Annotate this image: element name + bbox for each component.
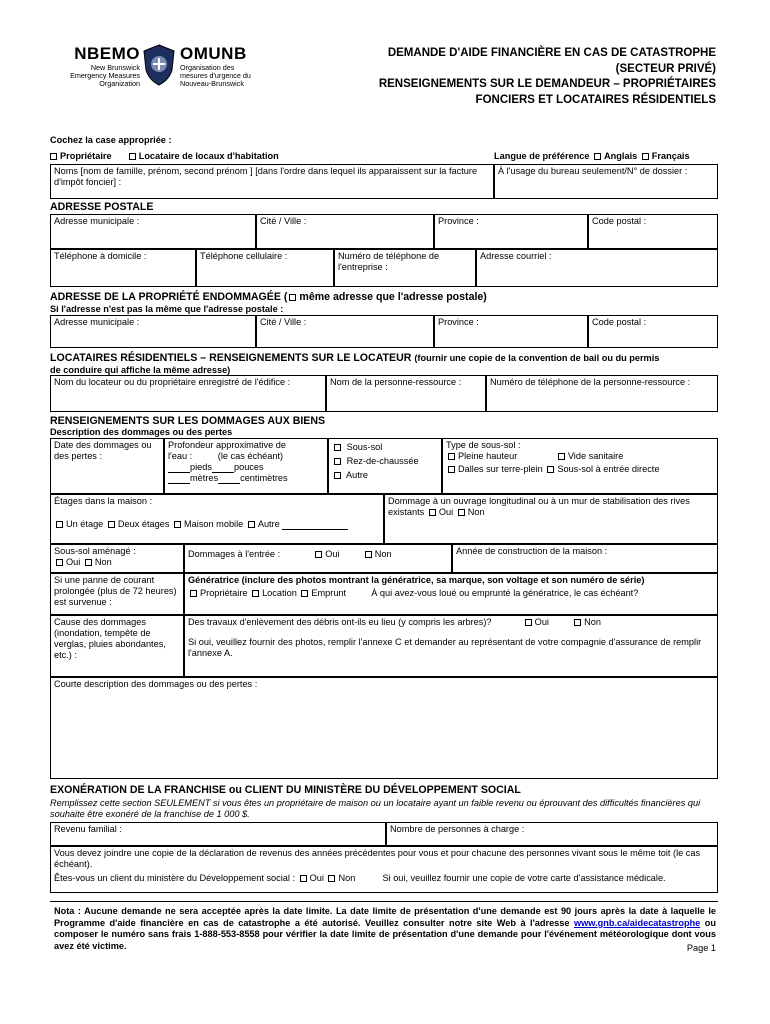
home-phone-field[interactable]: [50, 249, 196, 287]
family-income-label: Revenu familial :: [54, 824, 122, 834]
logo-right-sub-3: Nouveau-Brunswick: [180, 78, 244, 88]
other-floor-checkbox[interactable]: [248, 521, 255, 528]
postal-city-field[interactable]: [256, 214, 434, 249]
feet-label: pieds: [190, 462, 212, 473]
applicant-type-row: [48, 151, 279, 162]
full-height-checkbox[interactable]: [448, 453, 455, 460]
meters-label: mètres: [190, 473, 219, 484]
retaining-wall-no-checkbox[interactable]: [458, 509, 465, 516]
owner-label: Propriétaire: [60, 151, 112, 161]
tax-note-box: [50, 846, 718, 893]
tenant-label: Locataire de locaux d'habitation: [138, 151, 279, 161]
landlord-name-field[interactable]: [50, 375, 326, 412]
landlord-title: [50, 352, 730, 365]
retaining-wall-no-label: Non: [467, 507, 485, 518]
debris-yes-checkbox[interactable]: [525, 619, 532, 626]
landlord-title-note: (fournir une copie de la convention de bail ou du permis: [414, 353, 660, 363]
walkout-checkbox[interactable]: [547, 466, 554, 473]
floors-label: Étages dans la maison :: [54, 496, 153, 506]
finished-basement-no-label: Non: [94, 557, 112, 568]
dependents-field[interactable]: [386, 822, 718, 846]
generator-owner-checkbox[interactable]: [190, 590, 197, 597]
depth-line-2: l'eau : (le cas échéant): [168, 451, 284, 462]
omunb-logo: [180, 44, 280, 87]
crawl-space-checkbox[interactable]: [558, 453, 565, 460]
damaged-property-title-text: ADRESSE DE LA PROPRIÉTÉ ENDOMMAGÉE (: [50, 291, 288, 303]
mobile-home-checkbox[interactable]: [174, 521, 181, 528]
same-address-checkbox[interactable]: [289, 294, 296, 301]
debris-question: Des travaux d'enlèvement des débris ont-ils eu lieu (y compris les arbres)?: [188, 617, 492, 627]
client-question: Êtes-vous un client du ministère du Développement social :: [54, 873, 296, 884]
postal-province-field[interactable]: [434, 214, 588, 249]
damage-date-field[interactable]: [50, 438, 164, 494]
depth-line-1: Profondeur approximative de: [168, 440, 286, 450]
damaged-street-label: Adresse municipale :: [54, 317, 140, 327]
logo-left-name: NBEMO: [74, 44, 140, 63]
damage-level-field: [328, 438, 442, 494]
other-level-checkbox[interactable]: [334, 472, 341, 479]
logo-left-sub-3: Organization: [99, 78, 140, 88]
logo-right-sub-1: Organisation des: [180, 63, 235, 73]
check-instruction: Cochez la case appropriée :: [50, 135, 172, 145]
generator-from-whom: À qui avez-vous loué ou emprunté la génératrice, le cas échéant?: [371, 588, 639, 599]
email-label: Adresse courriel :: [480, 251, 552, 261]
walkout-label: Sous-sol à entrée directe: [557, 464, 660, 475]
logo-left-sub-1: New Brunswick: [90, 63, 140, 73]
basement-type-field: [442, 438, 718, 494]
title-line-3: RENSEIGNEMENTS SUR LE DEMANDEUR – PROPRIÉTAIRES: [378, 78, 716, 91]
title-line-1: DEMANDE D'AIDE FINANCIÈRE EN CAS DE CATASTROPHE: [387, 47, 716, 59]
slab-label: Dalles sur terre-plein: [458, 464, 543, 475]
power-outage-label: Si une panne de courant prolongée (plus de 72 heures) est survenue :: [54, 575, 177, 608]
damaged-province-field[interactable]: [434, 315, 588, 348]
tax-note: Vous devez joindre une copie de la déclaration de revenus des années précédentes pour vous et pour chacune des personnes vivant sous le même toit (le cas échéant).: [54, 848, 701, 870]
landlord-title-text: LOCATAIRES RÉSIDENTIELS – RENSEIGNEMENTS SUR LE LOCATEUR: [50, 352, 412, 364]
language-row: [494, 151, 690, 162]
generator-title: Génératrice (inclure des photos montrant la génératrice, sa marque, son voltage et son numéro de série): [188, 575, 645, 585]
postal-province-label: Province :: [438, 216, 479, 226]
landlord-name-label: Nom du locateur ou du propriétaire enregistré de l'édifice :: [54, 377, 291, 387]
owner-checkbox[interactable]: [50, 153, 57, 160]
short-description-field[interactable]: [50, 677, 718, 779]
damaged-city-label: Cité / Ville :: [260, 317, 307, 327]
office-use-field[interactable]: [494, 164, 718, 199]
client-note: Si oui, veuillez fournir une copie de votre carte d'assistance médicale.: [382, 873, 666, 884]
generator-rental-label: Location: [262, 588, 297, 599]
client-no-label: Non: [338, 873, 356, 884]
postal-code-field[interactable]: [588, 214, 718, 249]
damage-date-label: Date des dommages ou des pertes :: [54, 440, 152, 462]
emergency-badge-icon: [142, 44, 176, 86]
disaster-website-link[interactable]: www.gnb.ca/aidecatastrophe: [574, 917, 701, 928]
debris-no-label: Non: [584, 617, 601, 627]
slab-checkbox[interactable]: [448, 466, 455, 473]
other-floor-input[interactable]: [282, 520, 348, 530]
generator-owner-label: Propriétaire: [200, 588, 248, 599]
business-phone-label: Numéro de téléphone de l'entreprise :: [338, 251, 440, 273]
office-use-label: À l'usage du bureau seulement/N° de dossier :: [498, 166, 688, 176]
contact-phone-field[interactable]: [486, 375, 718, 412]
english-checkbox[interactable]: [594, 153, 601, 160]
postal-address-title: ADRESSE POSTALE: [50, 201, 154, 213]
business-phone-field[interactable]: [334, 249, 476, 287]
two-floors-checkbox[interactable]: [108, 521, 115, 528]
finished-basement-label: Sous-sol aménagé :: [54, 546, 136, 556]
postal-code-label: Code postal :: [592, 216, 647, 226]
depth-meters-row: [168, 473, 324, 484]
logo-left-sub-2: Emergency Measures: [70, 70, 140, 80]
ground-floor-checkbox[interactable]: [334, 458, 341, 465]
form-title: [320, 46, 716, 108]
basement-checkbox[interactable]: [334, 444, 341, 451]
contact-name-field[interactable]: [326, 375, 486, 412]
email-field[interactable]: [476, 249, 718, 287]
cause-label: Cause des dommages (inondation, tempête de verglas, pluies abondantes, etc.) :: [54, 617, 166, 661]
entry-damage-yes-label: Oui: [325, 549, 340, 559]
contact-name-label: Nom de la personne-ressource :: [330, 377, 462, 387]
french-label: Français: [651, 151, 690, 161]
finished-basement-yes-label: Oui: [66, 557, 81, 568]
power-outage-field: [50, 573, 184, 615]
entry-damage-no-checkbox[interactable]: [365, 551, 372, 558]
postal-street-field[interactable]: [50, 214, 256, 249]
floors-field: [50, 494, 384, 544]
cell-phone-label: Téléphone cellulaire :: [200, 251, 288, 261]
year-built-label: Année de construction de la maison :: [456, 546, 608, 556]
names-field[interactable]: [50, 164, 494, 199]
damaged-property-title: [50, 291, 487, 304]
damage-title: RENSEIGNEMENTS SUR LES DOMMAGES AUX BIENS: [50, 415, 326, 427]
dependents-label: Nombre de personnes à charge :: [390, 824, 525, 834]
retaining-wall-label: Dommage à un ouvrage longitudinal ou à un mur de stabilisation des rives existants: [388, 496, 690, 518]
footer-note-part2: ou composer le numéro sans frais 1-888-553-8558 pour vérifier la date limite de présentation d'une demande pour l'événement météorologique dont vous avez été victime.: [54, 917, 716, 951]
landlord-subtitle: de conduire qui affiche la même adresse): [50, 365, 231, 375]
finished-basement-no-checkbox[interactable]: [85, 559, 92, 566]
footer-note-part1: Nota : Aucune demande ne sera acceptée après la date limite. La date limite de présentation d'une demande est 90 jours après la date à laquelle le Programme d'aide financière en cas de catastrophe a été autorisé. Veuillez consulter notre site Web à l'adresse: [54, 906, 716, 928]
retaining-wall-yes-label: Oui: [438, 507, 454, 518]
french-checkbox[interactable]: [642, 153, 649, 160]
cell-phone-field[interactable]: [196, 249, 334, 287]
other-level-label: Autre: [346, 470, 369, 481]
crawl-space-label: Vide sanitaire: [567, 451, 624, 462]
client-no-checkbox[interactable]: [328, 875, 335, 882]
debris-note: Si oui, veuillez fournir des photos, remplir l'annexe C et demander au représentant de votre compagnie d'assurance de remplir l'annexe A.: [188, 637, 702, 659]
retaining-wall-yes-checkbox[interactable]: [429, 509, 436, 516]
footer-divider: [50, 901, 718, 902]
basement-label: Sous-sol: [346, 442, 383, 452]
finished-basement-field: [50, 544, 184, 573]
damaged-city-field[interactable]: [256, 315, 434, 348]
mobile-home-label: Maison mobile: [184, 519, 244, 530]
damaged-postal-code-field[interactable]: [588, 315, 718, 348]
generator-loan-label: Emprunt: [311, 588, 347, 599]
home-phone-label: Téléphone à domicile :: [54, 251, 147, 261]
debris-yes-label: Oui: [534, 617, 549, 627]
damaged-street-field[interactable]: [50, 315, 256, 348]
entry-damage-yes-checkbox[interactable]: [315, 551, 322, 558]
short-description-label: Courte description des dommages ou des pertes :: [54, 679, 258, 689]
damaged-postal-code-label: Code postal :: [592, 317, 647, 327]
damage-subtitle: Description des dommages ou des pertes: [50, 427, 233, 437]
contact-phone-label: Numéro de téléphone de la personne-ressource :: [490, 377, 691, 387]
full-height-label: Pleine hauteur: [458, 451, 518, 462]
page-number: Page 1: [686, 943, 716, 953]
entry-damage-field: [184, 544, 452, 573]
footer-note: [54, 906, 716, 952]
other-floor-label: Autre: [257, 519, 280, 530]
exemption-title: EXONÉRATION DE LA FRANCHISE ou CLIENT DU MINISTÈRE DU DÉVELOPPEMENT SOCIAL: [50, 784, 521, 796]
entry-damage-no-label: Non: [374, 549, 392, 559]
debris-no-checkbox[interactable]: [574, 619, 581, 626]
names-label: Noms [nom de famille, prénom, second prénom ] [dans l'ordre dans lequel ils apparaissent sur la facture d'impôt foncier] :: [54, 166, 478, 188]
water-depth-field[interactable]: [164, 438, 328, 494]
debris-field: [184, 615, 718, 677]
generator-loan-checkbox[interactable]: [301, 590, 308, 597]
english-label: Anglais: [604, 151, 638, 161]
postal-street-label: Adresse municipale :: [54, 216, 140, 226]
retaining-wall-field: [384, 494, 718, 544]
inches-label: pouces: [233, 462, 264, 473]
finished-basement-yes-checkbox[interactable]: [56, 559, 63, 566]
title-line-2: (SECTEUR PRIVÉ): [615, 62, 716, 75]
ground-floor-label: Rez-de-chaussée: [346, 456, 419, 467]
basement-type-label: Type de sous-sol :: [446, 440, 521, 450]
depth-feet-row: [168, 462, 324, 473]
damaged-province-label: Province :: [438, 317, 479, 327]
entry-damage-label: Dommages à l'entrée :: [188, 549, 281, 559]
two-floors-label: Deux étages: [117, 519, 170, 530]
client-yes-label: Oui: [309, 873, 324, 884]
postal-city-label: Cité / Ville :: [260, 216, 307, 226]
nbemo-logo: [56, 44, 140, 87]
family-income-field[interactable]: [50, 822, 386, 846]
tenant-checkbox[interactable]: [129, 153, 136, 160]
logo-right-name: OMUNB: [180, 44, 247, 63]
language-label: Langue de préférence: [494, 151, 590, 161]
exemption-note: Remplissez cette section SEULEMENT si vous êtes un propriétaire de maison ou un locataire ayant un faible revenu ou éprouvant des difficultés financières qui souhaite être exonéré de la franchise de 1 000 $.: [50, 798, 701, 820]
cause-field[interactable]: [50, 615, 184, 677]
client-yes-checkbox[interactable]: [300, 875, 307, 882]
one-floor-label: Un étage: [66, 519, 104, 530]
centimeters-label: centimètres: [240, 473, 288, 484]
damaged-property-subtitle: Si l'adresse n'est pas la même que l'adresse postale :: [50, 304, 284, 314]
same-address-label: même adresse que l'adresse postale): [299, 291, 487, 303]
year-built-field[interactable]: [452, 544, 718, 573]
generator-rental-checkbox[interactable]: [252, 590, 259, 597]
one-floor-checkbox[interactable]: [56, 521, 63, 528]
generator-field: [184, 573, 718, 615]
logo-right-sub-2: mesures d'urgence du: [180, 70, 251, 80]
title-line-4: FONCIERS ET LOCATAIRES RÉSIDENTIELS: [475, 93, 716, 106]
